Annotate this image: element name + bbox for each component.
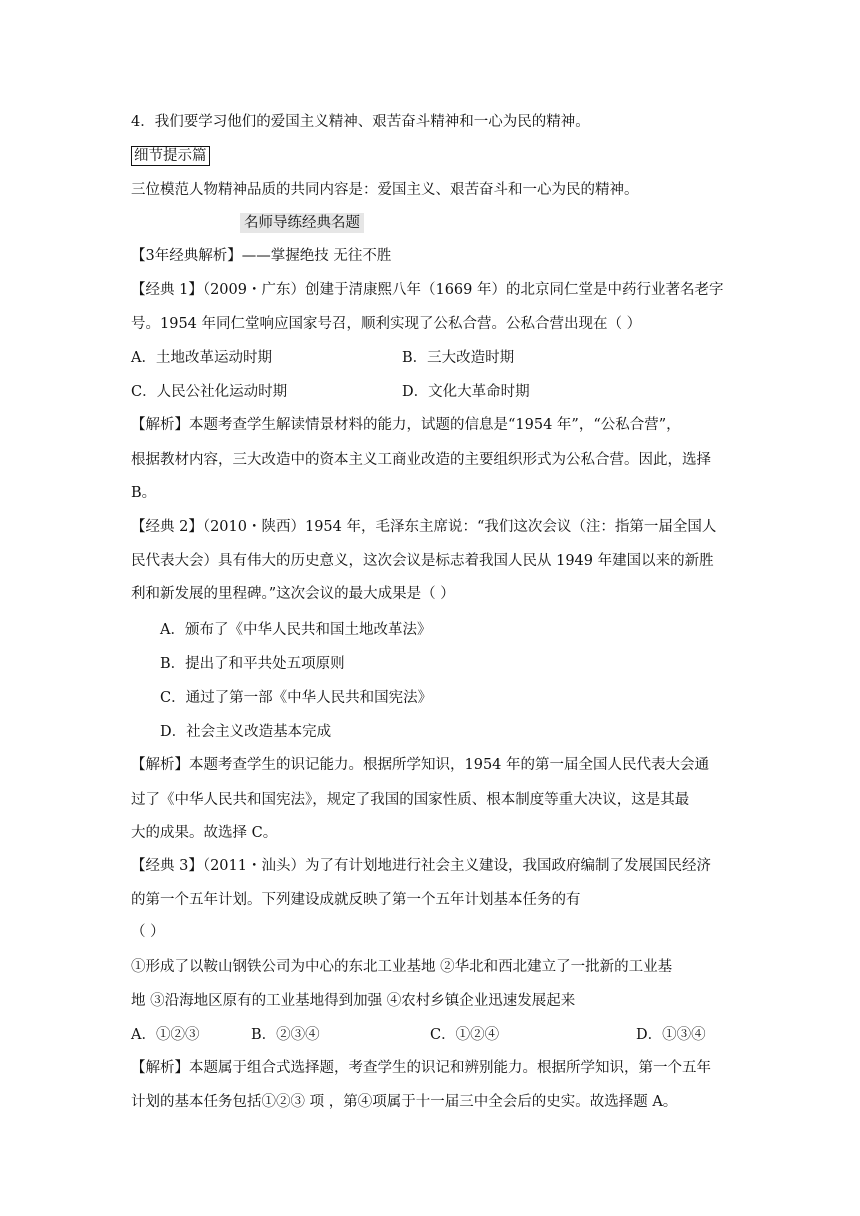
q3-option-b: B．②③④	[251, 1027, 320, 1043]
q3-analysis-line-1: 【解析】本题属于组合式选择题，考查学生的识记和辨别能力。根据所学知识，第一个五年	[131, 1060, 711, 1076]
q1-stem-line-1: 【经典 1】（2009・广东）创建于清康熙八年（1669 年）的北京同仁堂是中药行业著名老字	[131, 282, 724, 298]
q2-option-a: A．颁布了《中华人民共和国土地改革法》	[160, 622, 432, 638]
q3-stem-line-3: （ ）	[131, 924, 165, 940]
tip-heading-line	[131, 146, 741, 166]
tip-heading: 细节提示篇	[131, 146, 210, 166]
q3-stem-line-1: 【经典 3】（2011・汕头）为了有计划地进行社会主义建设，我国政府编制了发展国民经济	[131, 858, 711, 874]
tip-text: 三位模范人物精神品质的共同内容是：爱国主义、艰苦奋斗和一心为民的精神。	[131, 182, 639, 198]
q3-stem-line-4: ①形成了以鞍山钢铁公司为中心的东北工业基地 ②华北和西北建立了一批新的工业基	[131, 959, 673, 975]
q1-option-d: D．文化大革命时期	[402, 384, 530, 400]
q2-option-b: B．提出了和平共处五项原则	[160, 656, 345, 672]
q3-analysis-line-2: 计划的基本任务包括①②③ 项 ，第④项属于十一届三中全会后的史实。故选择题 A。	[131, 1094, 678, 1110]
q2-analysis-line-3: 大的成果。故选择 C。	[131, 825, 278, 841]
section-title-line	[240, 213, 850, 233]
q1-option-b: B．三大改造时期	[402, 350, 515, 366]
point-4: 4．我们要学习他们的爱国主义精神、艰苦奋斗精神和一心为民的精神。	[131, 114, 590, 130]
q2-analysis-line-2: 过了《中华人民共和国宪法》，规定了我国的国家性质、根本制度等重大决议，这是其最	[131, 792, 690, 808]
q1-stem-line-2: 号。1954 年同仁堂响应国家号召，顺利实现了公私合营。公私合营出现在（ ）	[131, 316, 642, 332]
q2-stem-line-1: 【经典 2】（2010・陕西）1954 年，毛泽东主席说：“我们这次会议（注：指第一届全国人	[131, 519, 717, 535]
q1-analysis-line-3: B。	[131, 485, 157, 501]
q1-analysis-line-1: 【解析】本题考查学生解读情景材料的能力，试题的信息是“1954 年”，“公私合营”，	[131, 417, 681, 433]
q2-option-d: D．社会主义改造基本完成	[160, 724, 332, 740]
q3-stem-line-5: 地 ③沿海地区原有的工业基地得到加强 ④农村乡镇企业迅速发展起来	[131, 993, 576, 1009]
q1-option-a: A．土地改革运动时期	[131, 350, 272, 366]
q3-stem-line-2: 的第一个五年计划。下列建设成就反映了第一个五年计划基本任务的有	[131, 892, 581, 908]
q2-stem-line-2: 民代表大会）具有伟大的历史意义，这次会议是标志着我国人民从 1949 年建国以来的新胜	[131, 553, 714, 569]
q1-analysis-line-2: 根据教材内容，三大改造中的资本主义工商业改造的主要组织形式为公私合营。因此，选择	[131, 452, 711, 468]
q3-option-c: C．①②④	[430, 1027, 500, 1043]
q2-analysis-line-1: 【解析】本题考查学生的识记能力。根据所学知识，1954 年的第一届全国人民代表大会通	[131, 757, 710, 773]
section-title: 名师导练经典名题	[240, 213, 364, 233]
subsection-heading: 【3年经典解析】——掌握绝技 无往不胜	[131, 248, 392, 264]
q2-option-c: C．通过了第一部《中华人民共和国宪法》	[160, 690, 433, 706]
q2-stem-line-3: 利和新发展的里程碑。”这次会议的最大成果是（ ）	[131, 586, 455, 602]
q3-option-d: D．①③④	[636, 1027, 706, 1043]
q1-option-c: C．人民公社化运动时期	[131, 384, 288, 400]
q3-option-a: A．①②③	[131, 1027, 200, 1043]
